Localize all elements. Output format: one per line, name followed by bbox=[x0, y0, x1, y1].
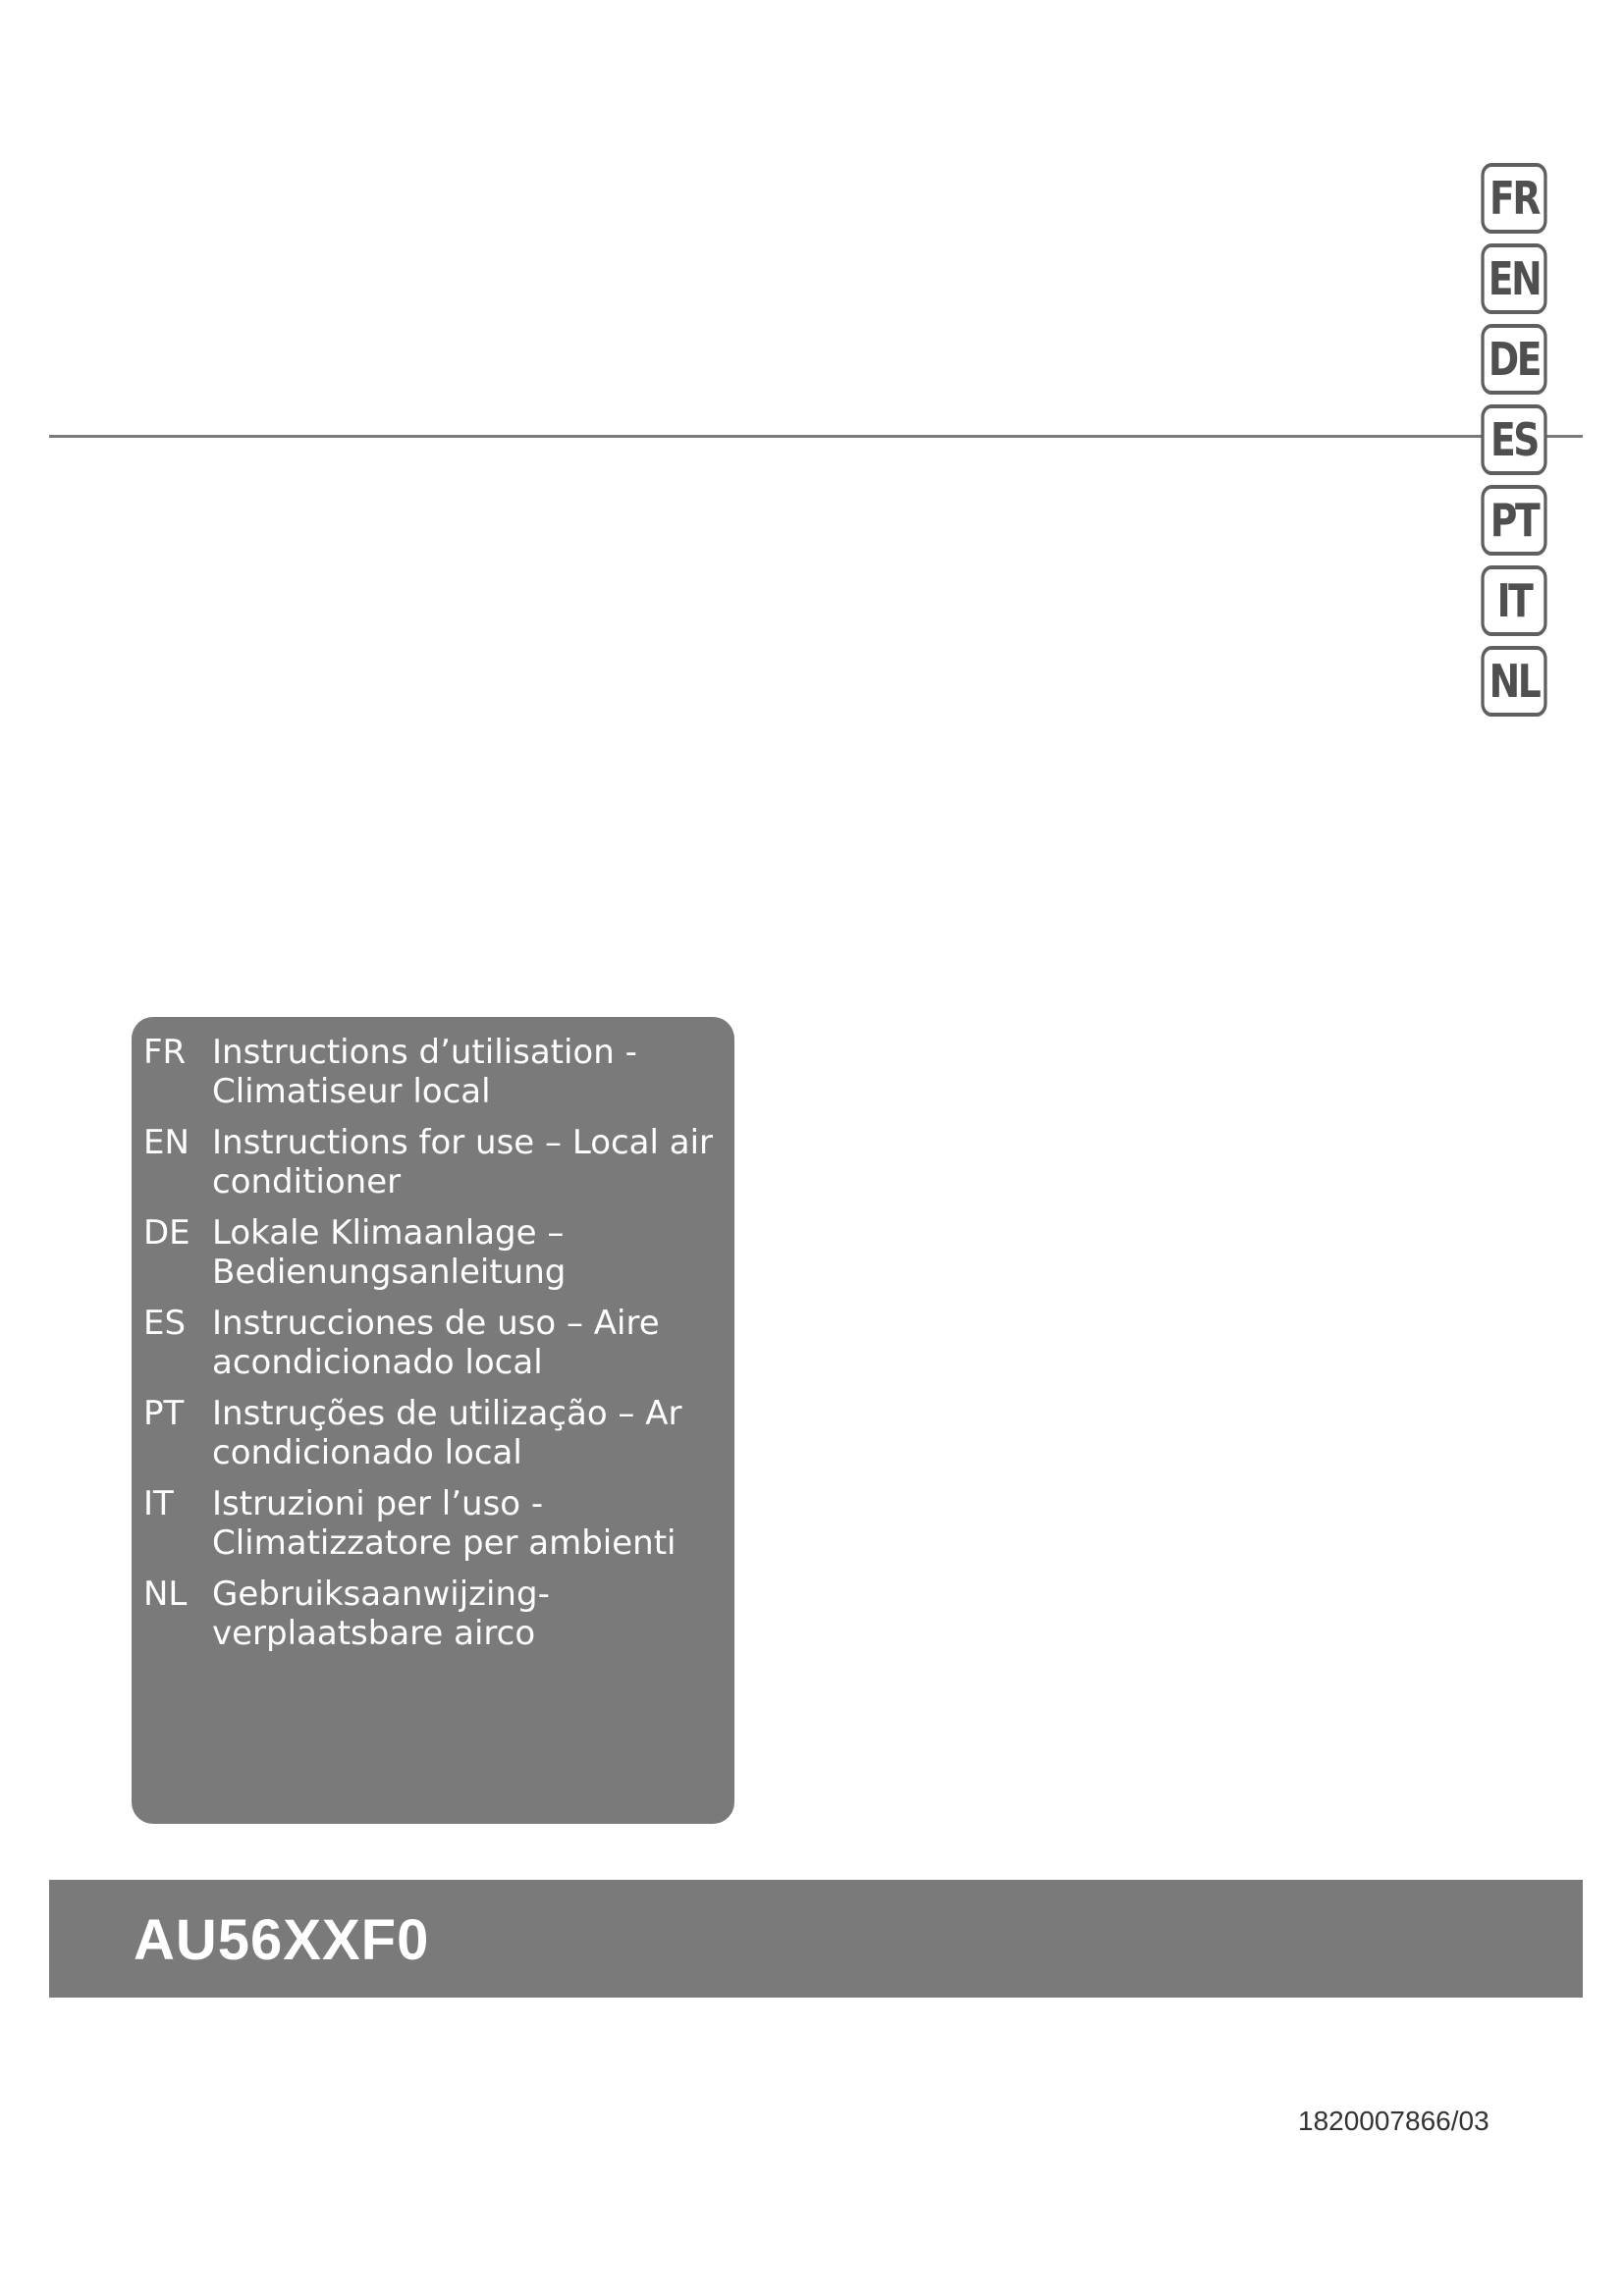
title-text: Istruzioni per l’uso - Climatizzatore per ambienti bbox=[212, 1484, 677, 1563]
title-entry-fr bbox=[132, 1033, 734, 1111]
title-text: Lokale Klimaanlage – Bedienungsanleitung bbox=[212, 1213, 567, 1292]
title-text: Instruções de utilização – Ar condicionado local bbox=[212, 1394, 682, 1472]
title-language-code: EN bbox=[143, 1123, 189, 1162]
language-tab-de: DE bbox=[1481, 324, 1546, 395]
title-language-code: IT bbox=[143, 1484, 174, 1523]
top-divider-line bbox=[49, 435, 1583, 438]
title-entry-it bbox=[132, 1484, 734, 1563]
title-entry-en bbox=[132, 1123, 734, 1201]
title-entry-de bbox=[132, 1213, 734, 1292]
title-text: Instructions for use – Local air conditioner bbox=[212, 1123, 714, 1201]
language-tab-nl: NL bbox=[1481, 646, 1546, 717]
manual-titles-panel bbox=[132, 1017, 734, 1824]
title-text: Gebruiksaanwijzing- verplaatsbare airco bbox=[212, 1575, 550, 1653]
document-number: 1820007866/03 bbox=[1298, 2106, 1489, 2136]
model-banner bbox=[49, 1880, 1583, 1998]
title-language-code: DE bbox=[143, 1213, 190, 1253]
title-entry-nl bbox=[132, 1575, 734, 1653]
title-text: Instrucciones de uso – Aire acondicionado local bbox=[212, 1304, 660, 1382]
language-tab-it: IT bbox=[1481, 565, 1546, 636]
language-tabs bbox=[1474, 163, 1554, 726]
language-tab-pt: PT bbox=[1481, 485, 1546, 556]
title-text: Instructions d’utilisation - Climatiseur local bbox=[212, 1033, 637, 1111]
title-language-code: FR bbox=[143, 1033, 187, 1072]
title-entry-pt bbox=[132, 1394, 734, 1472]
model-number: AU56XXF0 bbox=[134, 1908, 430, 1972]
title-entry-es bbox=[132, 1304, 734, 1382]
title-language-code: PT bbox=[143, 1394, 185, 1433]
language-tab-es: ES bbox=[1481, 404, 1546, 475]
language-tab-fr: FR bbox=[1481, 163, 1546, 234]
title-language-code: ES bbox=[143, 1304, 187, 1343]
language-tab-en: EN bbox=[1481, 243, 1546, 314]
title-language-code: NL bbox=[143, 1575, 188, 1614]
